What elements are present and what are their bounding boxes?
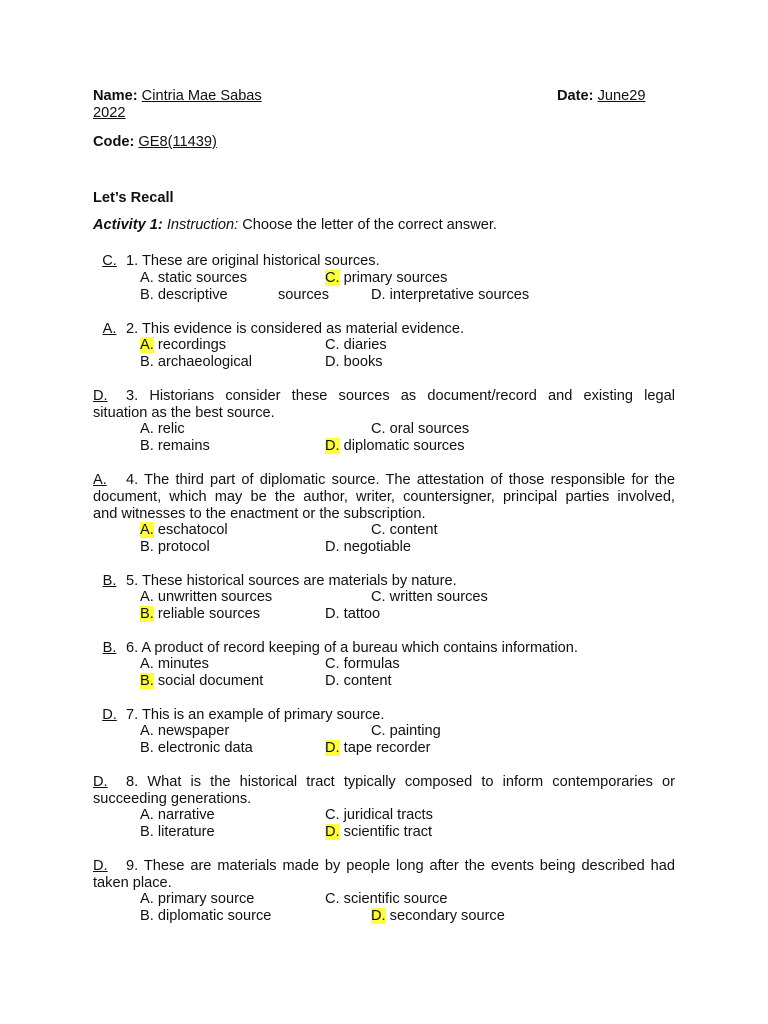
question-3-cont: situation as the best source. <box>93 405 275 421</box>
selected-answer-highlight: D. <box>325 438 340 454</box>
name-label: Name: <box>93 88 138 104</box>
activity-label: Activity 1: <box>93 217 163 233</box>
option-c: C. primary sources <box>325 270 448 286</box>
selected-answer-highlight: B. <box>140 606 154 622</box>
option-d: D. negotiable <box>325 539 412 555</box>
option-c: C. diaries <box>325 337 387 353</box>
question-4: A. 4. The third part of diplomatic source. The attestation of those responsible for the <box>93 472 675 488</box>
option-b: B. protocol <box>140 539 210 555</box>
code-value: GE8(11439) <box>138 134 217 150</box>
answer-blank: D. <box>102 707 117 723</box>
option-c: C. oral sources <box>371 421 470 437</box>
question-5: B. 5. These historical sources are materials by nature. <box>93 573 457 590</box>
option-a: A. minutes <box>140 656 209 672</box>
answer-blank: D. <box>93 388 108 404</box>
option-c: C. painting <box>371 723 441 739</box>
selected-answer-highlight: D. <box>325 740 340 756</box>
option-b: B. diplomatic source <box>140 908 272 924</box>
selected-answer-highlight: A. <box>140 522 154 538</box>
option-b: B. social document <box>140 673 264 689</box>
option-a: A. static sources <box>140 270 248 286</box>
activity-instruction <box>93 217 497 234</box>
option-a: A. newspaper <box>140 723 230 739</box>
option-a: A. recordings <box>140 337 226 353</box>
option-b: B. electronic data <box>140 740 253 756</box>
option-a: A. eschatocol <box>140 522 228 538</box>
question-3: D. 3. Historians consider these sources as document/record and existing legal <box>93 388 675 404</box>
question-8: D. 8. What is the historical tract typically composed to inform contemporaries or <box>93 774 675 790</box>
option-c: C. written sources <box>371 589 488 605</box>
option-b: B. literature <box>140 824 215 840</box>
name-value: Cintria Mae Sabas <box>141 88 262 104</box>
code-line <box>93 134 217 151</box>
option-d: D. books <box>325 354 383 370</box>
option-d: D. secondary source <box>371 908 505 924</box>
question-9-cont: taken place. <box>93 875 172 891</box>
question-1 <box>93 253 380 270</box>
option-b: B. reliable sources <box>140 606 261 622</box>
option-c: C. formulas <box>325 656 400 672</box>
question-text: These are original historical sources. <box>141 253 380 269</box>
date-label: Date: <box>557 88 594 104</box>
date-line <box>557 88 645 105</box>
option-d: D. scientific tract <box>325 824 433 840</box>
question-2: A. 2. This evidence is considered as material evidence. <box>93 321 464 338</box>
option-d: D. interpretative sources <box>371 287 530 303</box>
option-d: D. tape recorder <box>325 740 431 756</box>
section-title: Let’s Recall <box>93 190 174 206</box>
question-4-cont-1: document, which may be the author, writer, countersigner, principal parties involved, <box>93 489 675 505</box>
answer-blank: B. <box>102 573 117 589</box>
question-9: D. 9. These are materials made by people long after the events being described had <box>93 858 675 874</box>
option-c: C. juridical tracts <box>325 807 433 823</box>
option-a: A. unwritten sources <box>140 589 273 605</box>
option-b: B. archaeological <box>140 354 252 370</box>
date-value: June29 <box>597 88 646 104</box>
answer-blank: D. <box>93 774 108 790</box>
question-6: B. 6. A product of record keeping of a bureau which contains information. <box>93 640 578 657</box>
option-b: B. descriptive <box>140 287 228 303</box>
question-number: 1. <box>126 253 139 269</box>
answer-blank: C. <box>102 253 117 269</box>
option-d: D. content <box>325 673 392 689</box>
selected-answer-highlight: A. <box>140 337 154 353</box>
question-8-cont: succeeding generations. <box>93 791 252 807</box>
option-a: A. narrative <box>140 807 215 823</box>
answer-blank: D. <box>93 858 108 874</box>
question-4-cont-2: and witnesses to the enactment or the subscription. <box>93 506 426 522</box>
option-d: D. diplomatic sources <box>325 438 465 454</box>
question-7: D. 7. This is an example of primary source. <box>93 707 384 724</box>
answer-blank: A. <box>93 472 107 488</box>
option-b-extra: sources <box>278 287 330 303</box>
option-d: D. tattoo <box>325 606 381 622</box>
option-c: C. content <box>371 522 438 538</box>
code-label: Code: <box>93 134 135 150</box>
answer-blank: B. <box>102 640 117 656</box>
option-c: C. scientific source <box>325 891 448 907</box>
selected-answer-highlight: B. <box>140 673 154 689</box>
instruction-label: Instruction: <box>166 217 239 233</box>
answer-blank: A. <box>102 321 117 337</box>
option-b: B. remains <box>140 438 210 454</box>
option-a: A. primary source <box>140 891 255 907</box>
selected-answer-highlight: C. <box>325 270 340 286</box>
selected-answer-highlight: D. <box>325 824 340 840</box>
option-a: A. relic <box>140 421 185 437</box>
selected-answer-highlight: D. <box>371 908 386 924</box>
instruction-text: Choose the letter of the correct answer. <box>242 217 497 233</box>
date-year: 2022 <box>93 105 126 121</box>
name-line <box>93 88 262 105</box>
